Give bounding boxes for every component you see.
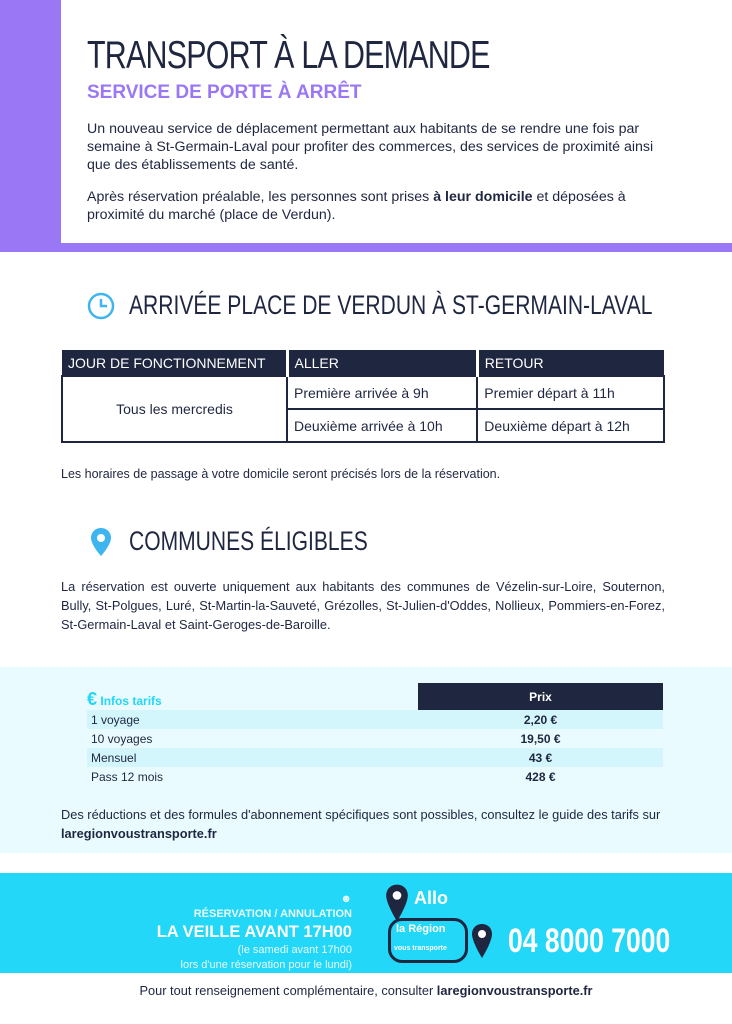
communes-heading (87, 526, 435, 557)
euro-icon: € (87, 689, 98, 709)
footer-link[interactable]: laregionvoustransporte.fr (436, 983, 593, 998)
cell: 10 voyages (91, 731, 153, 746)
reservation-sub1: (le samedi avant 17h00 (237, 944, 352, 956)
communes-text: La réservation est ouverte uniquement aux habitants des communes de Vézelin-sur-Loire, Souternon, Bully, St-Polgues, Luré, St-Martin-la-Sauveté, Grézolles, St-Julien-d'Oddes, Nollieux, Pommiers-en-Forez, St-Germain-Laval et Saint-Geroges-de-Baroille. (61, 579, 665, 632)
clock-icon (87, 292, 115, 320)
intro-paragraph: Un nouveau service de déplacement permettant aux habitants de se rendre une fois par semaine à St-Germain-Laval pour profiter des commerces, des services de proximité ainsi que des établissements de santé. (87, 121, 654, 173)
day-cell: Tous les mercredis (62, 376, 287, 442)
reservation-info (157, 892, 352, 973)
pickup-paragraph (87, 188, 667, 224)
reservation-line1: RÉSERVATION / ANNULATION (193, 908, 352, 920)
location-pin-icon (470, 921, 494, 961)
phone-number[interactable]: 04 8000 7000 (508, 922, 671, 960)
emphasis: à leur domicile (433, 189, 533, 205)
tarifs-link[interactable]: laregionvoustransporte.fr (61, 826, 217, 841)
cell: Deuxième arrivée à 10h (287, 409, 477, 442)
text: Des réductions et des formules d'abonnement spécifiques sont possibles, consultez le guide des tarifs sur (61, 807, 661, 822)
price-header: Prix (418, 683, 663, 710)
logo-allo: Allo (414, 888, 448, 908)
price: 19,50 € (520, 731, 561, 746)
reservation-sub2: lors d'une réservation pour le lundi) (180, 959, 352, 971)
tarifs-label: Infos tarifs (100, 694, 162, 708)
page-subtitle: SERVICE DE PORTE À ARRÊT (87, 82, 362, 103)
allo-region-logo (384, 883, 499, 968)
tarifs-table (87, 683, 663, 786)
tarifs-note (61, 805, 665, 843)
col-header: ALLER (287, 350, 477, 376)
section-title: ARRIVÉE PLACE DE VERDUN À ST-GERMAIN-LAVAL (129, 290, 653, 320)
cell: Mensuel (87, 748, 418, 767)
location-pin-icon (87, 527, 115, 557)
text: Pour tout renseignement complémentaire, consulter (139, 983, 437, 998)
location-pin-icon (384, 883, 410, 923)
text: Après réservation préalable, les personnes sont prises (87, 189, 434, 205)
logo-region: la Région (396, 923, 446, 935)
footer (0, 983, 732, 998)
section-title: COMMUNES ÉLIGIBLES (129, 526, 368, 556)
price: 428 € (525, 769, 556, 784)
cell: Pass 12 mois (91, 769, 164, 784)
col-header: RETOUR (477, 350, 664, 376)
schedule-table (61, 350, 665, 443)
schedule-heading (87, 290, 732, 321)
reservation-line2: LA VEILLE AVANT 17H00 (156, 923, 352, 941)
smiley-icon: ☻ (340, 893, 352, 905)
schedule-note: Les horaires de passage à votre domicile seront précisés lors de la réservation. (61, 467, 501, 481)
cell: Première arrivée à 9h (287, 376, 477, 409)
price: 43 € (418, 748, 663, 767)
logo-vous: vous transporte (394, 945, 447, 952)
cell: Premier départ à 11h (477, 376, 664, 409)
cell: Deuxième départ à 12h (477, 409, 664, 442)
text: et déposées à proximité du marché (place de Verdun). (87, 189, 626, 223)
col-header: JOUR DE FONCTIONNEMENT (62, 350, 287, 376)
price: 2,20 € (418, 710, 663, 729)
page-title: TRANSPORT À LA DEMANDE (87, 34, 490, 77)
cell: 1 voyage (87, 710, 418, 729)
